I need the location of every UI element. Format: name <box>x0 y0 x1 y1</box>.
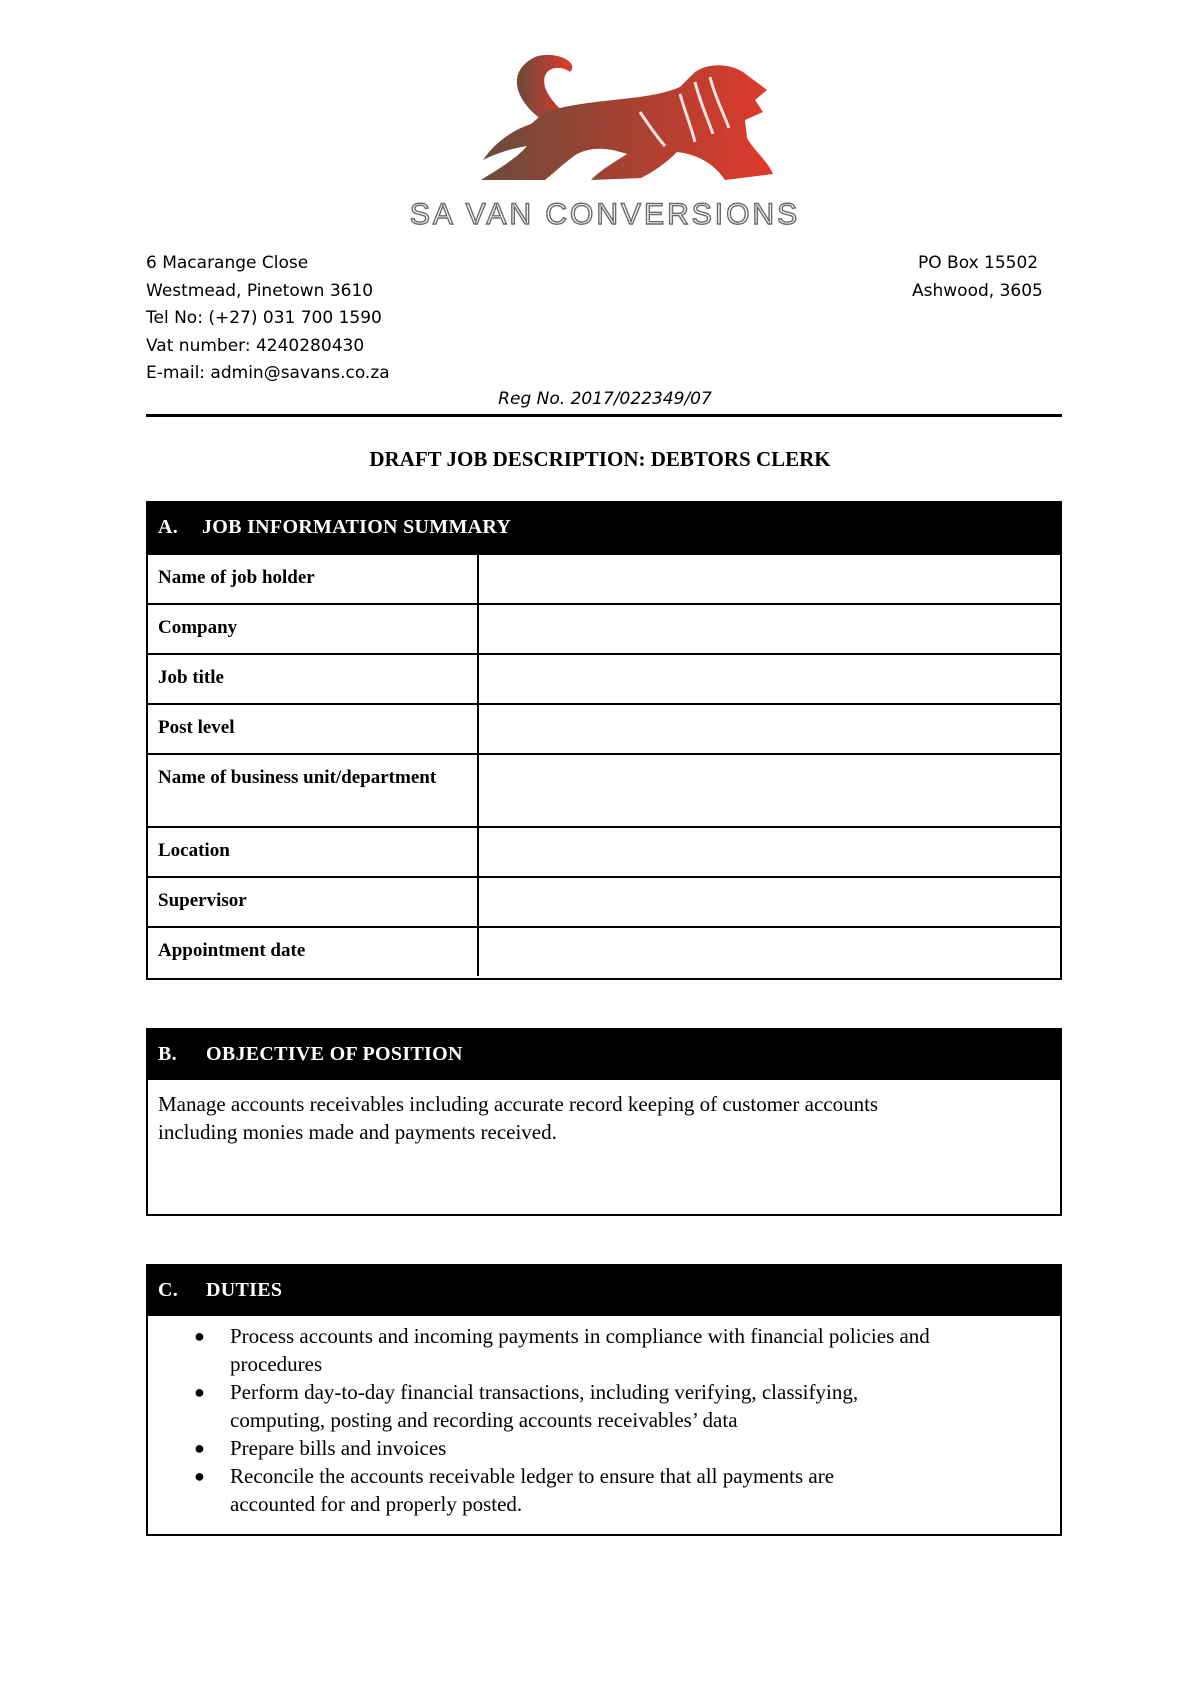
table-row <box>148 704 1060 754</box>
postal-city: Ashwood, 3605 <box>912 280 1043 301</box>
list-item <box>194 1462 1050 1518</box>
section-title: JOB INFORMATION SUMMARY <box>202 516 512 538</box>
field-label: Name of business unit/department <box>148 754 478 827</box>
section-letter: A. <box>158 516 179 538</box>
table-row <box>148 604 1060 654</box>
location-field[interactable] <box>478 827 1060 877</box>
address-city: Westmead, Pinetown 3610 <box>146 280 374 301</box>
list-item <box>194 1434 1050 1462</box>
logo-text: SA VAN CONVERSIONS <box>409 198 801 231</box>
business-unit-field[interactable] <box>478 754 1060 827</box>
duty-line: Process accounts and incoming payments in compliance with financial policies and <box>230 1324 930 1348</box>
duty-line: Perform day-to-day financial transactions, including verifying, classifying, <box>230 1380 859 1404</box>
table-row <box>148 654 1060 704</box>
section-letter: C. <box>158 1279 179 1301</box>
section-heading <box>148 503 1060 553</box>
section-heading <box>148 1266 1060 1316</box>
bullet-icon: ● <box>194 1466 205 1486</box>
field-label: Company <box>148 604 478 654</box>
field-label: Location <box>148 827 478 877</box>
section-title: OBJECTIVE OF POSITION <box>206 1043 463 1065</box>
registration-number: Reg No. 2017/022349/07 <box>498 389 712 409</box>
job-info-table <box>148 553 1060 976</box>
po-box: PO Box 15502 <box>918 253 1039 273</box>
list-item <box>194 1378 1050 1434</box>
bullet-icon: ● <box>194 1326 205 1346</box>
company-field[interactable] <box>478 604 1060 654</box>
list-item <box>194 1322 1050 1378</box>
job-holder-field[interactable] <box>478 554 1060 604</box>
bullet-icon: ● <box>194 1438 205 1458</box>
field-label: Job title <box>148 654 478 704</box>
company-logo <box>395 42 815 242</box>
duty-line: Reconcile the accounts receivable ledger to ensure that all payments are <box>230 1464 835 1488</box>
section-heading <box>148 1030 1060 1080</box>
table-row <box>148 827 1060 877</box>
post-level-field[interactable] <box>478 704 1060 754</box>
table-row <box>148 754 1060 827</box>
duty-line: computing, posting and recording accounts receivables’ data <box>230 1408 738 1432</box>
bullet-icon: ● <box>194 1382 205 1402</box>
table-row <box>148 927 1060 976</box>
field-label: Supervisor <box>148 877 478 927</box>
section-duties <box>146 1264 1062 1536</box>
table-row <box>148 554 1060 604</box>
section-letter: B. <box>158 1043 177 1065</box>
objective-line: including monies made and payments received. <box>158 1120 557 1144</box>
objective-line: Manage accounts receivables including accurate record keeping of customer accounts <box>158 1092 879 1116</box>
section-objective <box>146 1028 1062 1216</box>
field-label: Name of job holder <box>148 554 478 604</box>
job-title-field[interactable] <box>478 654 1060 704</box>
phone-number: Tel No: (+27) 031 700 1590 <box>146 308 382 328</box>
vat-number: Vat number: 4240280430 <box>146 335 365 356</box>
document-title: DRAFT JOB DESCRIPTION: DEBTORS CLERK <box>369 447 831 471</box>
supervisor-field[interactable] <box>478 877 1060 927</box>
duty-line: accounted for and properly posted. <box>230 1492 523 1516</box>
duties-list <box>148 1316 1060 1518</box>
duty-line: Prepare bills and invoices <box>230 1436 447 1460</box>
section-title: DUTIES <box>206 1279 283 1301</box>
section-job-information <box>146 501 1062 980</box>
field-label: Post level <box>148 704 478 754</box>
email-address: E-mail: admin@savans.co.za <box>146 363 390 383</box>
objective-text <box>148 1080 1060 1146</box>
address-line: 6 Macarange Close <box>146 253 309 273</box>
postal-address <box>912 250 1043 305</box>
header-divider <box>146 414 1062 417</box>
duty-line: procedures <box>230 1352 323 1376</box>
table-row <box>148 877 1060 927</box>
company-address <box>146 250 390 388</box>
appointment-date-field[interactable] <box>478 927 1060 976</box>
lion-icon <box>481 55 773 180</box>
field-label: Appointment date <box>148 927 478 976</box>
